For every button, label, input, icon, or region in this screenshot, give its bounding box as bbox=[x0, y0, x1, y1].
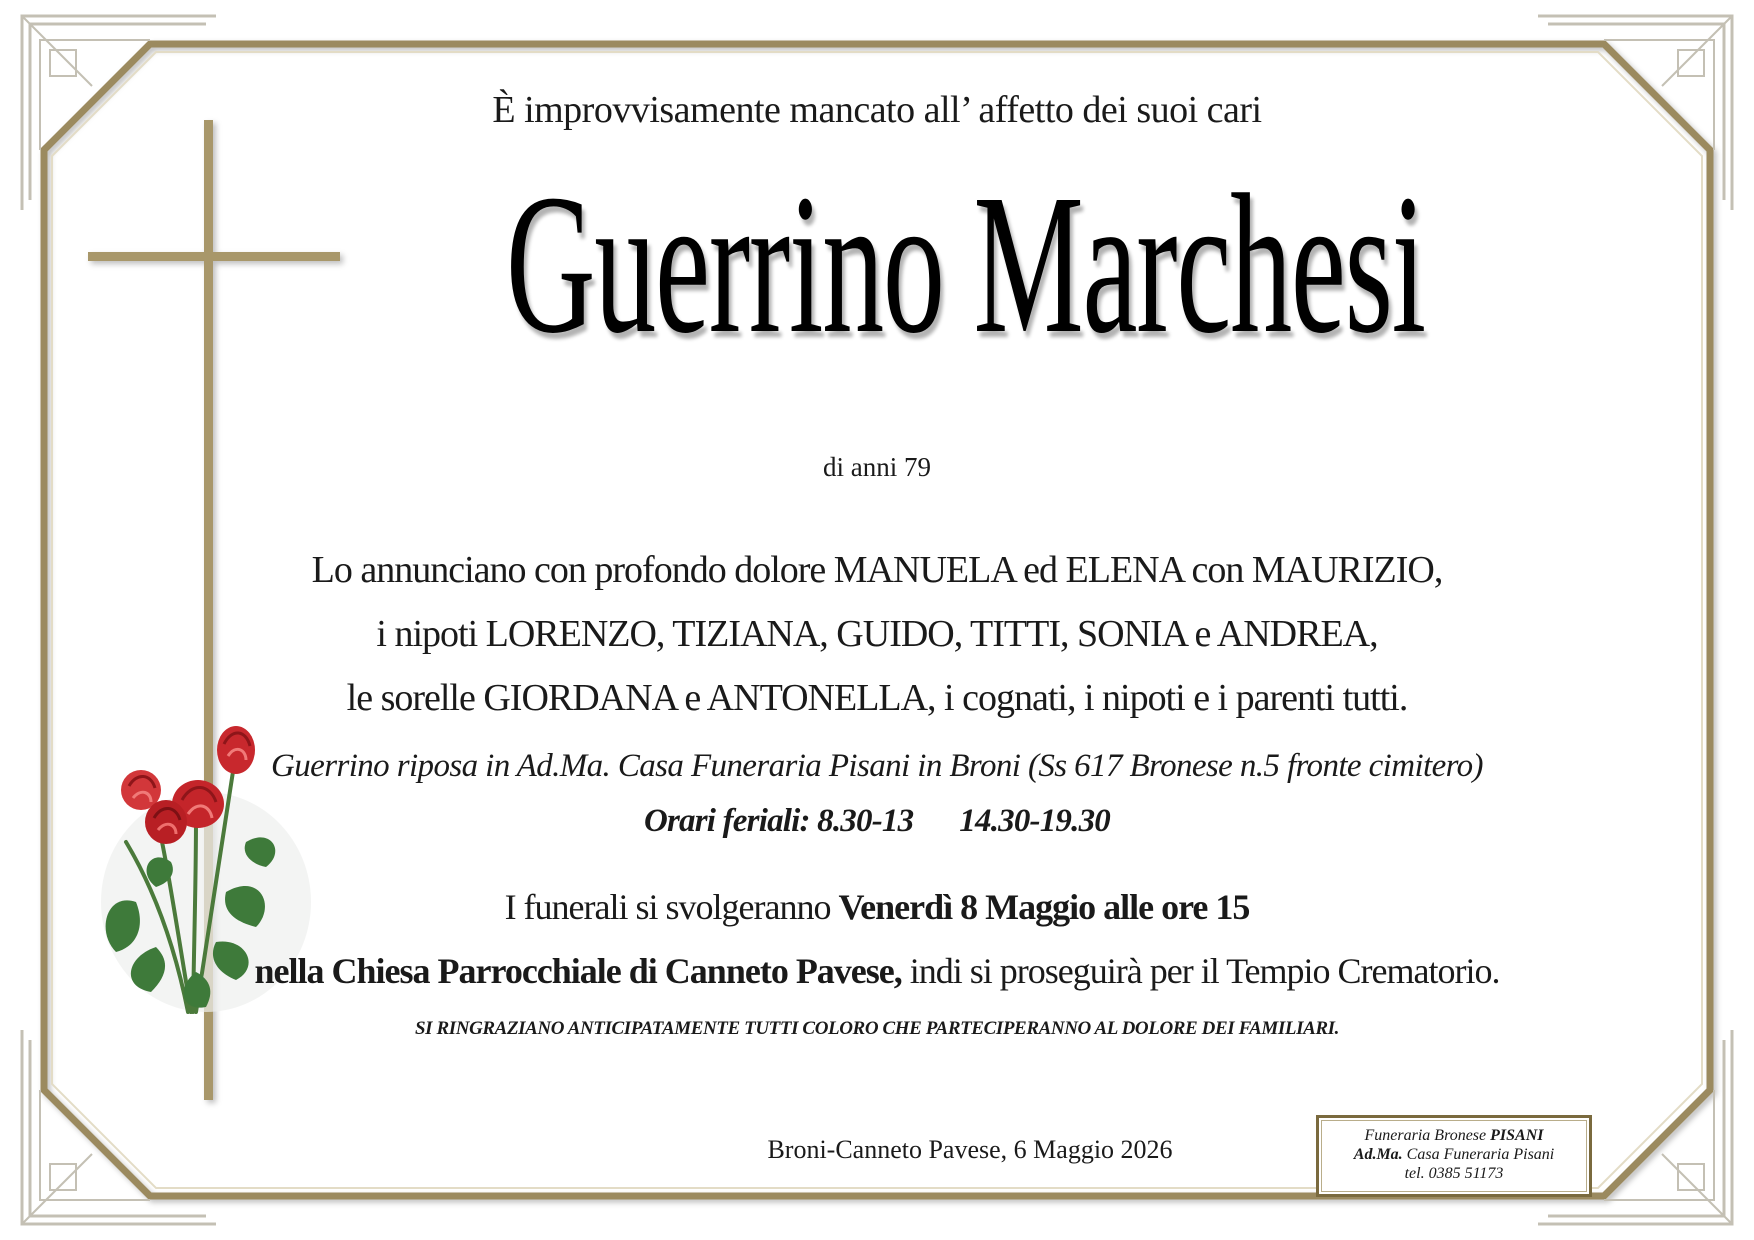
resting-place: Guerrino riposa in Ad.Ma. Casa Funeraria Pisani in Broni (Ss 617 Bronese n.5 fronte cimitero) bbox=[271, 748, 1483, 784]
stamp-line-2 bbox=[1319, 1145, 1589, 1164]
funeral-church: nella Chiesa Parrocchiale di Canneto Pavese, bbox=[254, 951, 902, 991]
announcement-line: i nipoti LORENZO, TIZIANA, GUIDO, TITTI, SONIA e ANDREA, bbox=[376, 613, 1378, 655]
place-date: Broni-Canneto Pavese, 6 Maggio 2026 bbox=[767, 1135, 1173, 1164]
funeral-home-stamp bbox=[1316, 1115, 1592, 1197]
deceased-name: Guerrino Marchesi bbox=[506, 154, 1425, 375]
hours-afternoon: 14.30-19.30 bbox=[959, 803, 1110, 839]
age-text: di anni 79 bbox=[823, 452, 931, 482]
stamp-line1-bold: PISANI bbox=[1490, 1127, 1544, 1144]
funeral-info bbox=[0, 875, 1754, 1003]
stamp-line2-plain: Casa Funeraria Pisani bbox=[1402, 1146, 1555, 1163]
headline: È improvvisamente mancato all’ affetto dei suoi cari bbox=[492, 89, 1262, 131]
announcement-block bbox=[0, 538, 1754, 730]
hours-morning: Orari feriali: 8.30-13 bbox=[643, 803, 914, 839]
funeral-line2-plain: indi si proseguirà per il Tempio Crematorio. bbox=[901, 951, 1500, 991]
funeral-date-time: Venerdì 8 Maggio alle ore 15 bbox=[838, 887, 1250, 927]
thanks-note: SI RINGRAZIANO ANTICIPATAMENTE TUTTI COLORO CHE PARTECIPERANNO AL DOLORE DEI FAMILIARI. bbox=[414, 1018, 1339, 1039]
stamp-line2-bold: Ad.Ma. bbox=[1353, 1146, 1403, 1163]
funeral-line-1 bbox=[0, 875, 1754, 939]
funeral-line-2 bbox=[0, 939, 1754, 1003]
stamp-line1-plain: Funeraria Bronese bbox=[1364, 1127, 1491, 1144]
funeral-line1-plain: I funerali si svolgeranno bbox=[504, 887, 839, 927]
stamp-line-1 bbox=[1319, 1126, 1589, 1145]
stamp-phone: tel. 0385 51173 bbox=[1404, 1165, 1504, 1182]
announcement-line: Lo annunciano con profondo dolore MANUELA ed ELENA con MAURIZIO, bbox=[311, 549, 1443, 591]
visiting-hours bbox=[0, 803, 1754, 840]
announcement-line: le sorelle GIORDANA e ANTONELLA, i cognati, i nipoti e i parenti tutti. bbox=[346, 677, 1408, 719]
